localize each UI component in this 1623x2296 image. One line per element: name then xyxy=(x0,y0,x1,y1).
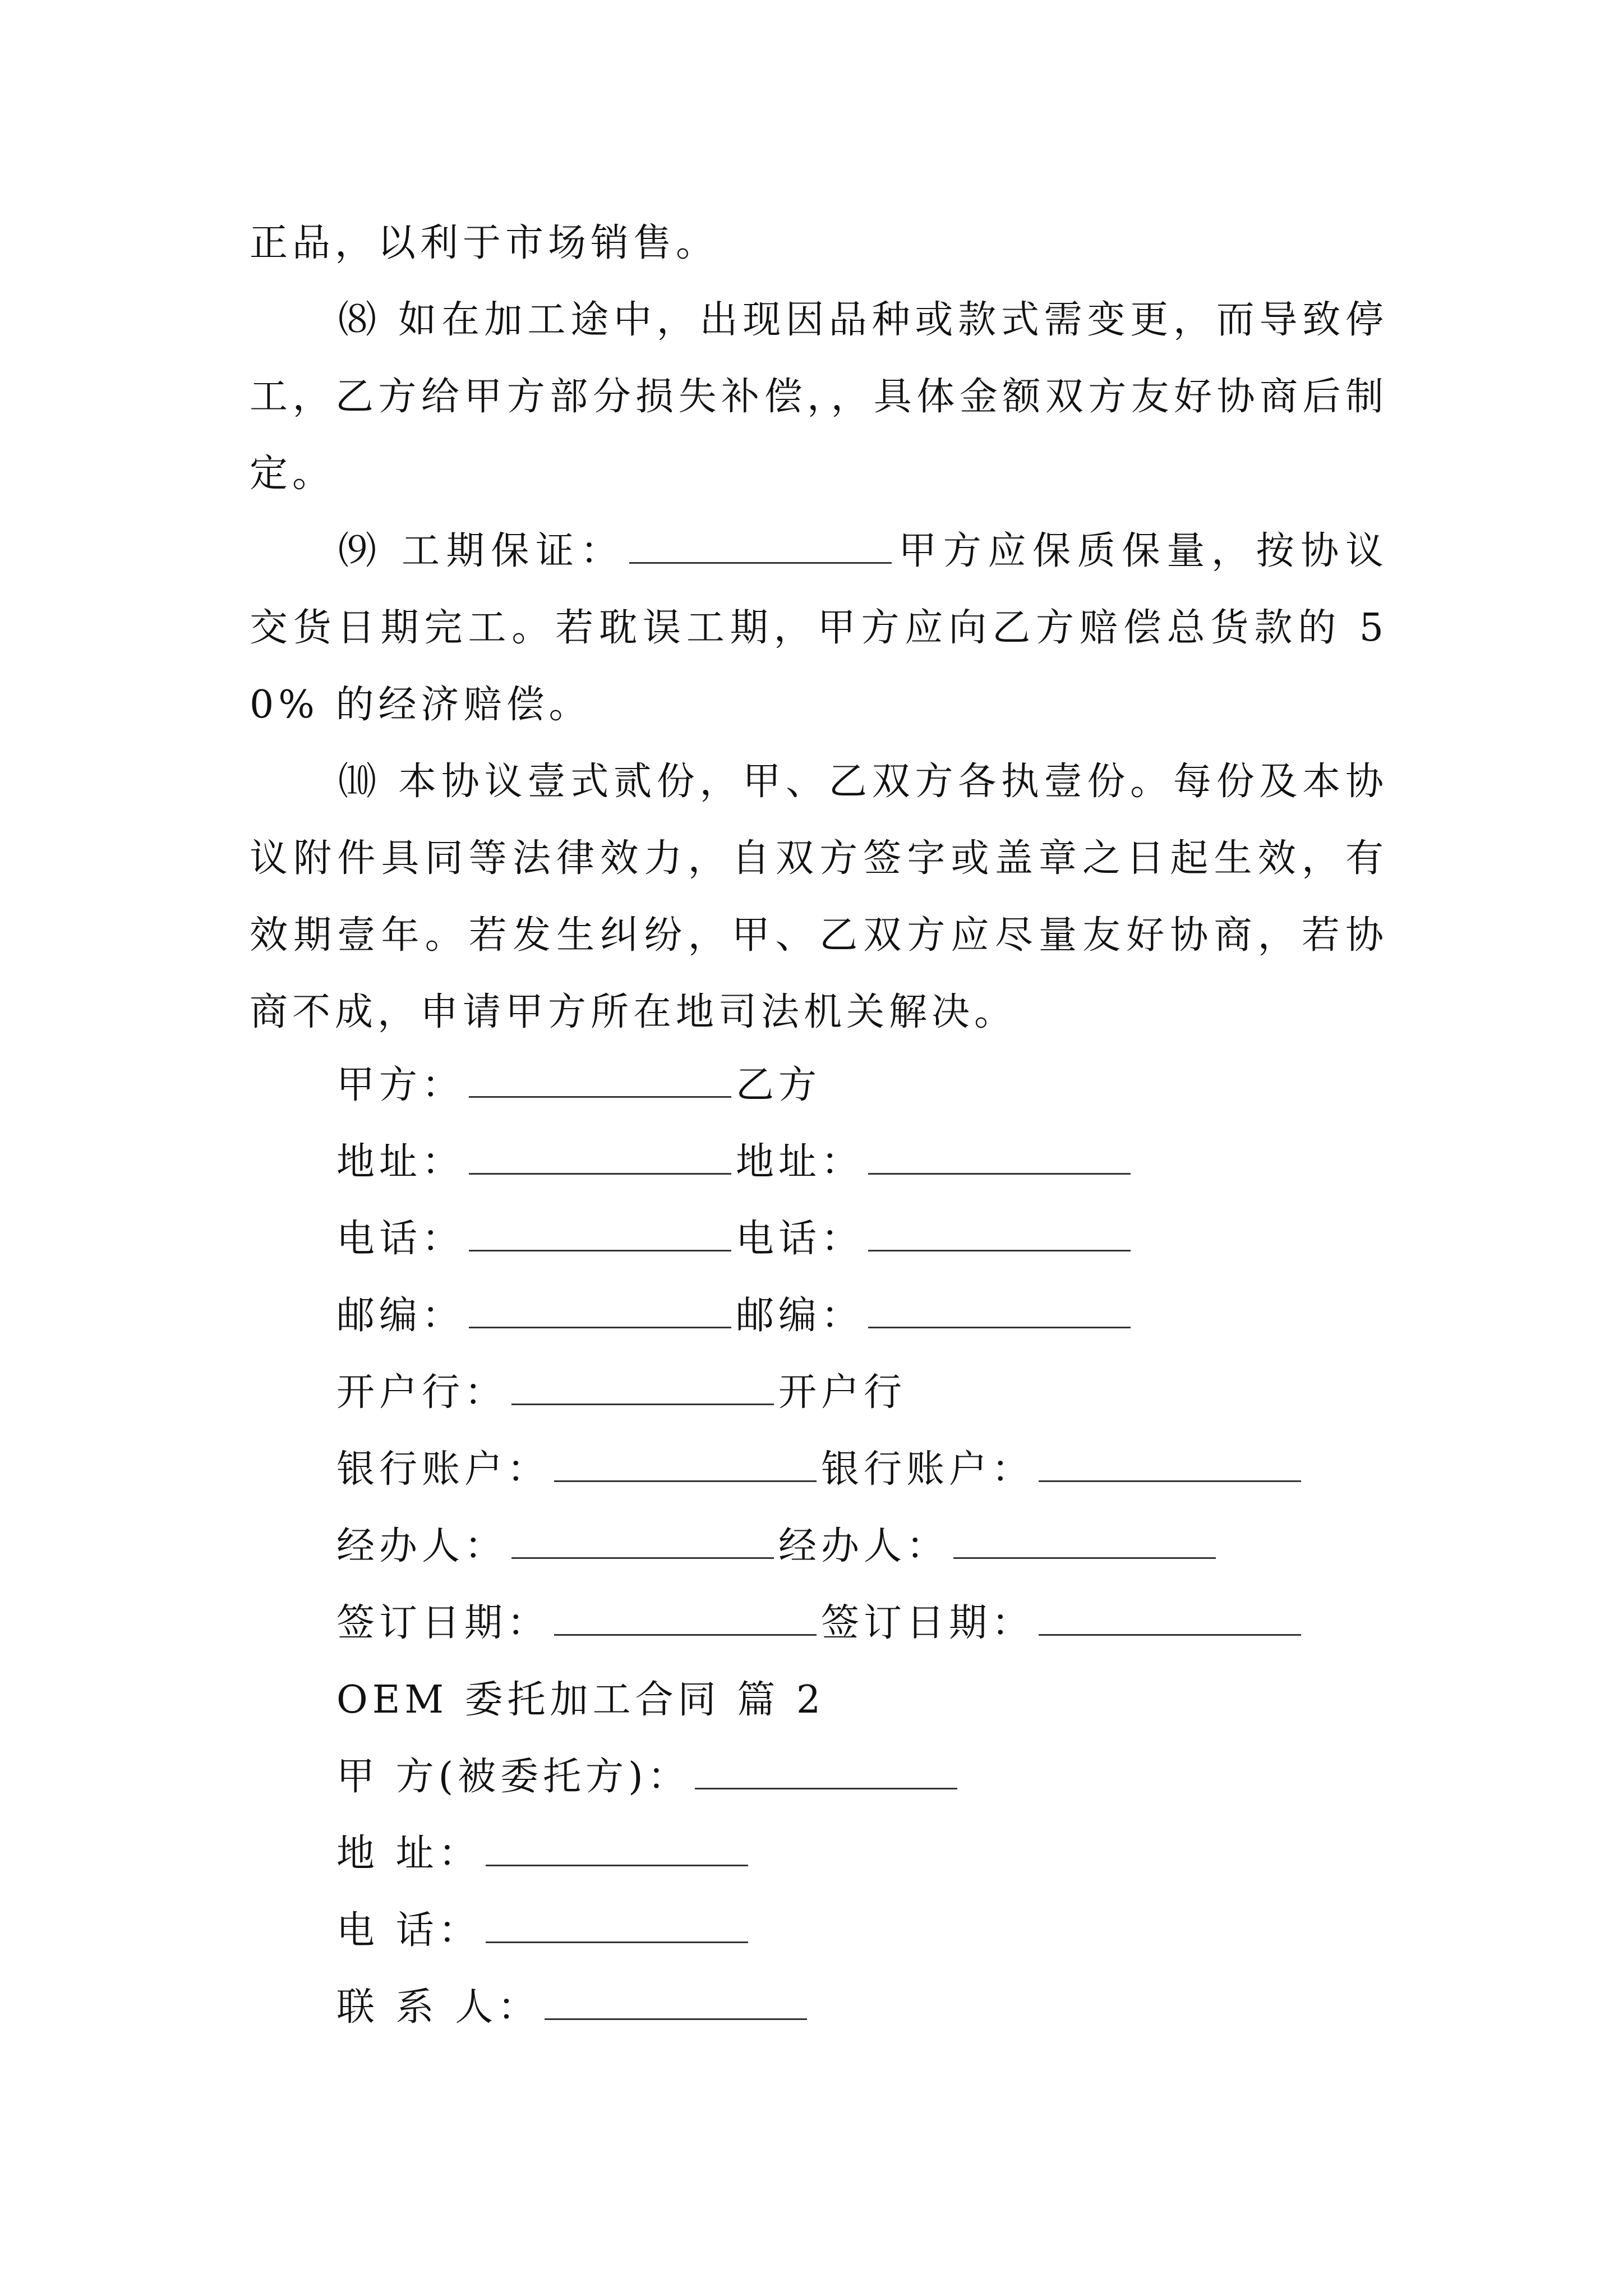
blank-line xyxy=(486,1908,748,1943)
phone-a-label: 电话： xyxy=(336,1217,465,1261)
row-s2-contact xyxy=(336,1980,811,2036)
row-date xyxy=(336,1595,1306,1651)
blank-line xyxy=(469,1062,731,1098)
blank-line xyxy=(868,1216,1131,1251)
account-b-label: 银行账户： xyxy=(821,1447,1035,1492)
row-address xyxy=(336,1134,1135,1190)
bank-b-label: 开户行 xyxy=(778,1370,907,1415)
date-a-label: 签订日期： xyxy=(336,1601,550,1645)
section-2-title: OEM 委托加工合同 篇 2 xyxy=(336,1678,826,1722)
paragraph-8: ⑻ 如在加工途中，出现因品种或款式需变更，而导致停工，乙方给甲方部分损失补偿，，具体金额双方友好协商后制定。 xyxy=(250,298,1388,496)
blank-line xyxy=(486,1831,748,1866)
postcode-a-label: 邮编： xyxy=(336,1294,465,1338)
row-s2-phone xyxy=(336,1903,753,1959)
blank-line xyxy=(554,1447,817,1482)
blank-line xyxy=(868,1139,1131,1175)
blank-line xyxy=(953,1524,1216,1559)
party-b-label: 乙方 xyxy=(736,1063,822,1107)
row-postcode xyxy=(336,1288,1135,1344)
blank-line xyxy=(695,1754,957,1789)
row-s2-address xyxy=(336,1826,753,1882)
blank-line xyxy=(469,1293,731,1328)
blank-line xyxy=(545,1985,807,2020)
blank-line xyxy=(511,1524,774,1559)
blank-line xyxy=(469,1216,731,1251)
bank-a-label: 开户行： xyxy=(336,1370,508,1415)
paragraph-end: 正品，以利于市场销售。 xyxy=(250,221,719,265)
row-bank xyxy=(336,1365,906,1421)
agent-a-label: 经办人： xyxy=(336,1524,508,1568)
blank-line xyxy=(511,1370,774,1405)
address-a-label: 地址： xyxy=(336,1140,465,1184)
phone-b-label: 电话： xyxy=(736,1217,864,1261)
s2-party-a-label: 甲 方(被委托方)： xyxy=(336,1755,690,1799)
paragraph-10: ⑽ 本协议壹式贰份，甲、乙双方各执壹份。每份及本协议附件具同等法律效力，自双方签字或盖章之日起生效，有效期壹年。若发生纠纷，甲、乙双方应尽量友好协商，若协商不成，申请甲方所在地司法机关解决。 xyxy=(250,760,1388,1034)
paragraph-9-text: 甲方应保质保量，按协议交货日期完工。若耽误工期，甲方应向乙方赔偿总货款的 50% 的经济赔偿。 xyxy=(250,529,1388,727)
paragraph-9 xyxy=(250,513,1388,743)
blank-line xyxy=(469,1139,731,1175)
party-a-label: 甲方： xyxy=(336,1063,465,1107)
blank-line xyxy=(554,1600,817,1636)
blank-line xyxy=(868,1293,1131,1328)
row-s2-party-a xyxy=(336,1749,962,1805)
address-b-label: 地址： xyxy=(736,1140,864,1184)
row-phone xyxy=(336,1211,1135,1267)
paragraph-9-label: ⑼ 工期保证： xyxy=(338,529,625,573)
date-b-label: 签订日期： xyxy=(821,1601,1035,1645)
row-account xyxy=(336,1442,1306,1498)
blank-line xyxy=(629,528,892,564)
s2-contact-label: 联 系 人： xyxy=(336,1985,541,2030)
account-a-label: 银行账户： xyxy=(336,1447,550,1492)
s2-address-label: 地 址： xyxy=(336,1832,481,1876)
row-party xyxy=(336,1057,821,1114)
blank-line xyxy=(1039,1447,1301,1482)
row-agent xyxy=(336,1519,1220,1575)
postcode-b-label: 邮编： xyxy=(736,1294,864,1338)
s2-phone-label: 电 话： xyxy=(336,1908,481,1953)
agent-b-label: 经办人： xyxy=(778,1524,949,1568)
blank-line xyxy=(1039,1600,1301,1636)
